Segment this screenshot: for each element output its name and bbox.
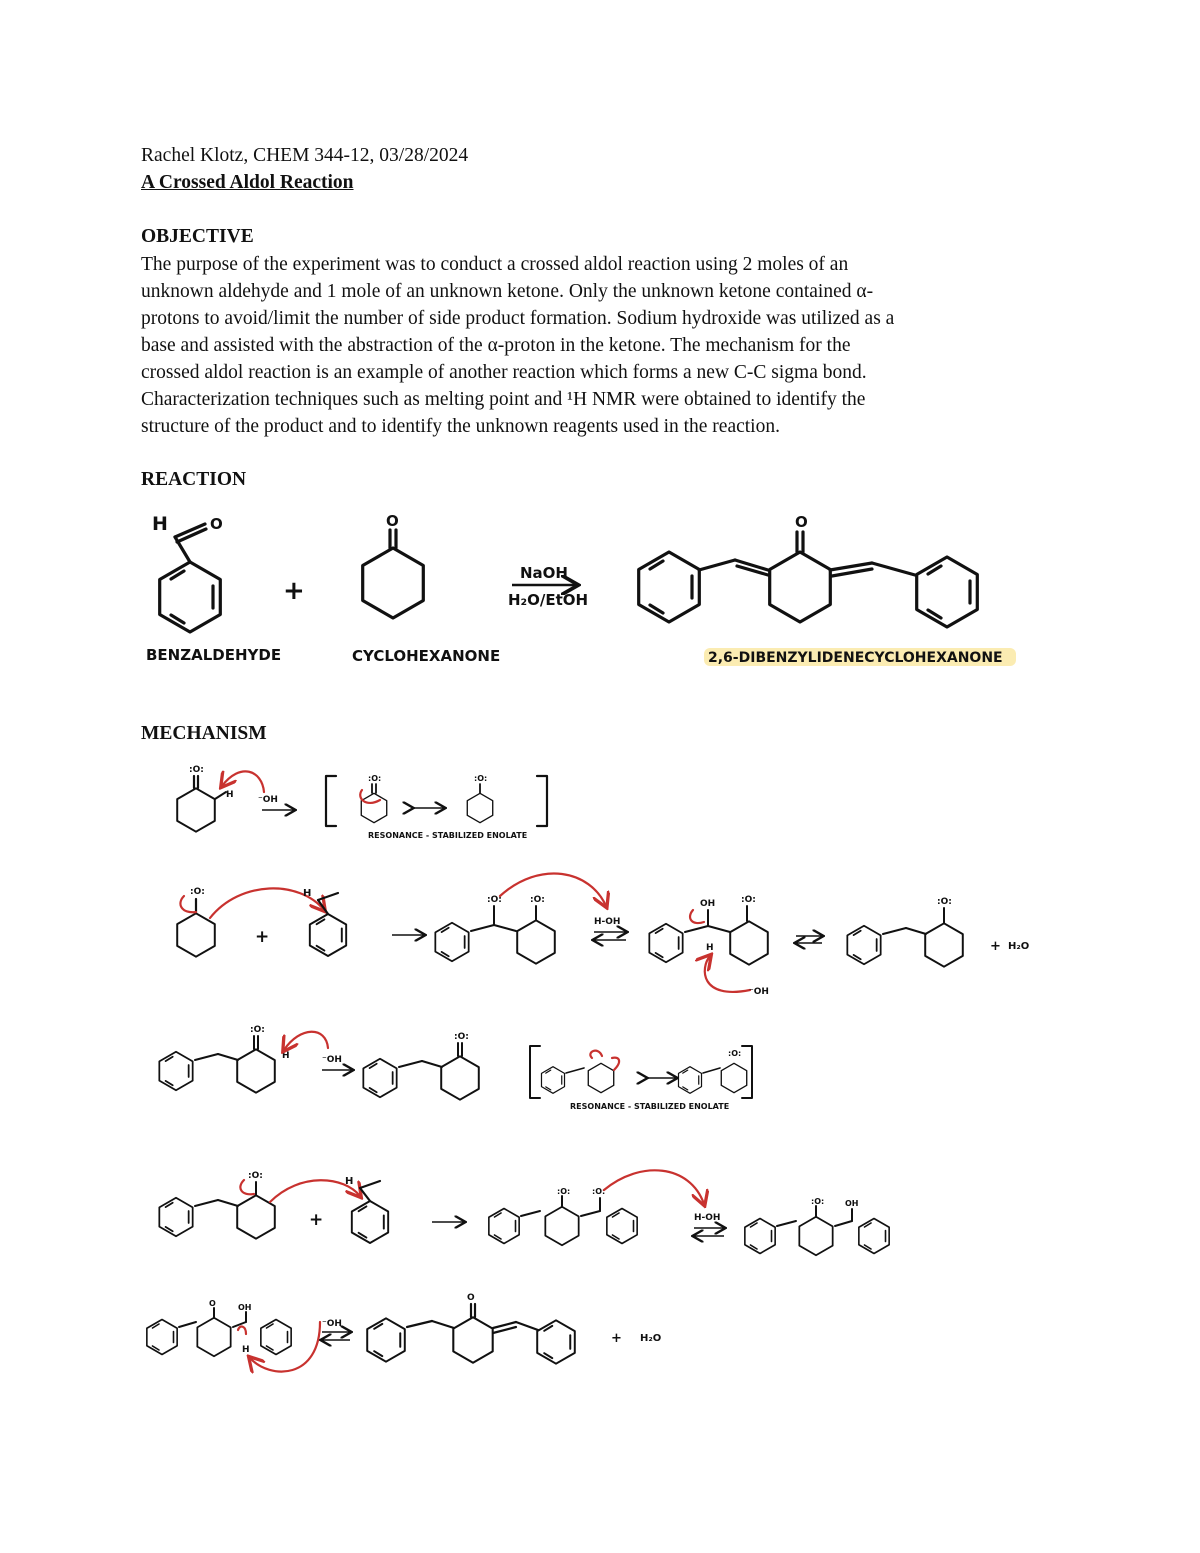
objective-line: The purpose of the experiment was to conduct a crossed aldol reaction using 2 moles of an bbox=[141, 254, 849, 275]
atom-h-label: H bbox=[345, 1176, 354, 1187]
reaction-conditions bbox=[508, 564, 588, 609]
objective-heading: OBJECTIVE bbox=[141, 226, 254, 247]
cyclohexanone-label: CYCLOHEXANONE bbox=[352, 647, 501, 665]
hydroxide-label: ⁻OH bbox=[322, 1055, 342, 1065]
atom-h-label: H bbox=[282, 1051, 290, 1061]
atom-h-label: H bbox=[152, 513, 168, 535]
objective-line: unknown aldehyde and 1 mole of an unknown ketone. Only the unknown ketone contained α- bbox=[141, 281, 874, 302]
water-product-label: H₂O bbox=[1008, 941, 1030, 952]
atom-o-label: O bbox=[386, 512, 399, 530]
atom-o-label: :O: bbox=[811, 1197, 825, 1206]
atom-oh-label: OH bbox=[700, 899, 716, 909]
atom-h-label: H bbox=[226, 790, 234, 800]
mechanism-step-2 bbox=[177, 873, 1029, 997]
mechanism-step-3 bbox=[159, 1025, 752, 1111]
product-structure bbox=[639, 513, 978, 627]
atom-h-label: H bbox=[242, 1345, 250, 1355]
atom-o-label: :O: bbox=[487, 895, 502, 905]
objective-line: protons to avoid/limit the number of side product formation. Sodium hydroxide was utilized as a bbox=[141, 308, 895, 329]
atom-o-label: :O: bbox=[248, 1171, 263, 1181]
hydroxide-label: ⁻OH bbox=[258, 795, 278, 805]
resonance-label: RESONANCE - STABILIZED ENOLATE bbox=[368, 831, 528, 840]
atom-o-label: :O: bbox=[741, 895, 756, 905]
objective-line: structure of the product and to identify the unknown reagents used in the reaction. bbox=[141, 416, 780, 437]
atom-o-label: :O: bbox=[190, 887, 205, 897]
mechanism-step-1 bbox=[177, 765, 547, 840]
resonance-label: RESONANCE - STABILIZED ENOLATE bbox=[570, 1102, 730, 1111]
reaction-heading: REACTION bbox=[141, 469, 247, 490]
benzaldehyde-structure bbox=[152, 513, 223, 632]
atom-o-label: :O: bbox=[189, 765, 204, 775]
conditions-solvent: H₂O/EtOH bbox=[508, 591, 589, 609]
water-label: H-OH bbox=[694, 1213, 721, 1223]
plus-sign: + bbox=[255, 927, 270, 947]
atom-o-label: O bbox=[209, 1299, 216, 1308]
atom-o-label: :O: bbox=[368, 774, 382, 783]
objective-line: base and assisted with the abstraction of the α-proton in the ketone. The mechanism for the bbox=[141, 335, 851, 356]
plus-sign: + bbox=[990, 939, 1001, 954]
atom-h-label: H bbox=[303, 888, 312, 899]
water-label: H-OH bbox=[594, 917, 621, 927]
objective-line: Characterization techniques such as melting point and ¹H NMR were obtained to identify the bbox=[141, 389, 866, 410]
water-product-label: H₂O bbox=[640, 1333, 662, 1344]
atom-o-label: O bbox=[795, 513, 808, 531]
mechanism-heading: MECHANISM bbox=[141, 723, 267, 744]
plus-sign: + bbox=[309, 1210, 324, 1230]
atom-h-label: H bbox=[706, 943, 714, 953]
atom-oh-label: OH bbox=[238, 1303, 252, 1312]
atom-o-label: O bbox=[210, 515, 223, 533]
atom-o-label: :O: bbox=[454, 1032, 469, 1042]
atom-o-label: :O: bbox=[728, 1049, 742, 1058]
atom-o-label: :O: bbox=[557, 1187, 571, 1196]
objective-line: crossed aldol reaction is an example of another reaction which forms a new C-C sigma bond. bbox=[141, 362, 867, 383]
conditions-reagent: NaOH bbox=[520, 564, 568, 582]
cyclohexanone-structure bbox=[363, 512, 424, 618]
product-label: 2,6-DIBENZYLIDENECYCLOHEXANONE bbox=[708, 650, 1003, 666]
plus-sign: + bbox=[283, 576, 305, 606]
hydroxide-label: ⁻OH bbox=[322, 1319, 342, 1329]
atom-o-label: O bbox=[467, 1293, 475, 1303]
benzaldehyde-label: BENZALDEHYDE bbox=[146, 646, 282, 664]
atom-o-label: :O: bbox=[937, 897, 952, 907]
atom-o-label: :O: bbox=[474, 774, 488, 783]
hydroxide-label: ⁻OH bbox=[749, 987, 769, 997]
atom-oh-label: OH bbox=[845, 1199, 859, 1208]
atom-o-label: :O: bbox=[530, 895, 545, 905]
atom-o-label: :O: bbox=[592, 1187, 606, 1196]
plus-sign: + bbox=[611, 1331, 622, 1346]
atom-o-label: :O: bbox=[250, 1025, 265, 1035]
document-title: A Crossed Aldol Reaction bbox=[141, 172, 354, 193]
document-header: Rachel Klotz, CHEM 344-12, 03/28/2024 bbox=[141, 145, 469, 166]
mechanism-step-4 bbox=[159, 1170, 889, 1255]
mechanism-step-5 bbox=[147, 1293, 661, 1372]
